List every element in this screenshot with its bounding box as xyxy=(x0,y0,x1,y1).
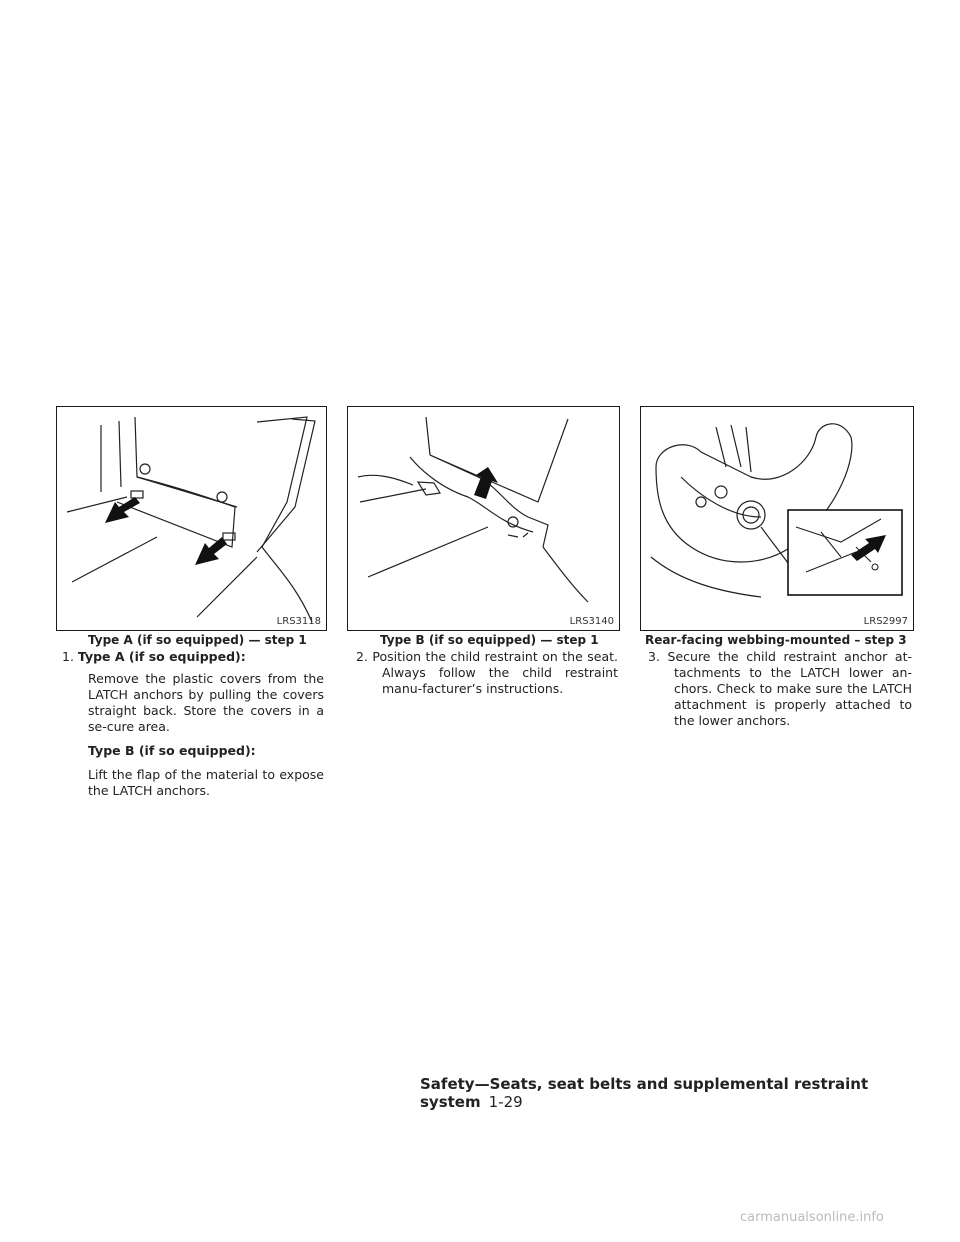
figure-caption: Rear-facing webbing-mounted – step 3 xyxy=(645,633,907,647)
step-text: Remove the plastic covers from the LATCH anchors by pulling the covers straight back. Store the covers in a se-cure area. xyxy=(88,671,324,734)
step-1-column xyxy=(62,649,324,799)
figure-type-a-step1 xyxy=(56,406,327,631)
step-number: 1. xyxy=(62,649,74,664)
step-3-column xyxy=(648,649,912,729)
step-text: 3. Secure the child restraint anchor at-tachments to the LATCH lower an-chors. Check to make sure the LATCH attachment is properly attached to the lower anchors. xyxy=(648,649,912,728)
step-text: 2. Position the child restraint on the seat. Always follow the child restraint manu-facturer’s instructions. xyxy=(356,649,618,696)
page-number: 1-29 xyxy=(488,1093,523,1111)
figure-caption: Type B (if so equipped) — step 1 xyxy=(380,633,599,647)
page-footer xyxy=(420,1075,930,1111)
figure-code: LRS3118 xyxy=(276,616,321,627)
child-seat-illustration xyxy=(641,407,915,632)
watermark: carmanualsonline.info xyxy=(740,1210,884,1225)
step-heading: Type A (if so equipped): xyxy=(77,649,246,664)
figure-code: LRS3140 xyxy=(569,616,614,627)
figure-type-b-step1 xyxy=(347,406,620,631)
detail-inset xyxy=(788,510,902,595)
figure-caption: Type A (if so equipped) — step 1 xyxy=(88,633,307,647)
step-text: Lift the flap of the material to expose the LATCH anchors. xyxy=(88,767,324,798)
figure-code: LRS2997 xyxy=(863,616,908,627)
step-2-column xyxy=(356,649,618,697)
seat-illustration-type-b xyxy=(348,407,621,632)
section-title: Safety—Seats, seat belts and supplemental restraint system xyxy=(420,1075,869,1111)
figure-rear-facing-step3 xyxy=(640,406,914,631)
step-heading: Type B (if so equipped): xyxy=(88,743,256,758)
seat-illustration-type-a xyxy=(57,407,328,632)
